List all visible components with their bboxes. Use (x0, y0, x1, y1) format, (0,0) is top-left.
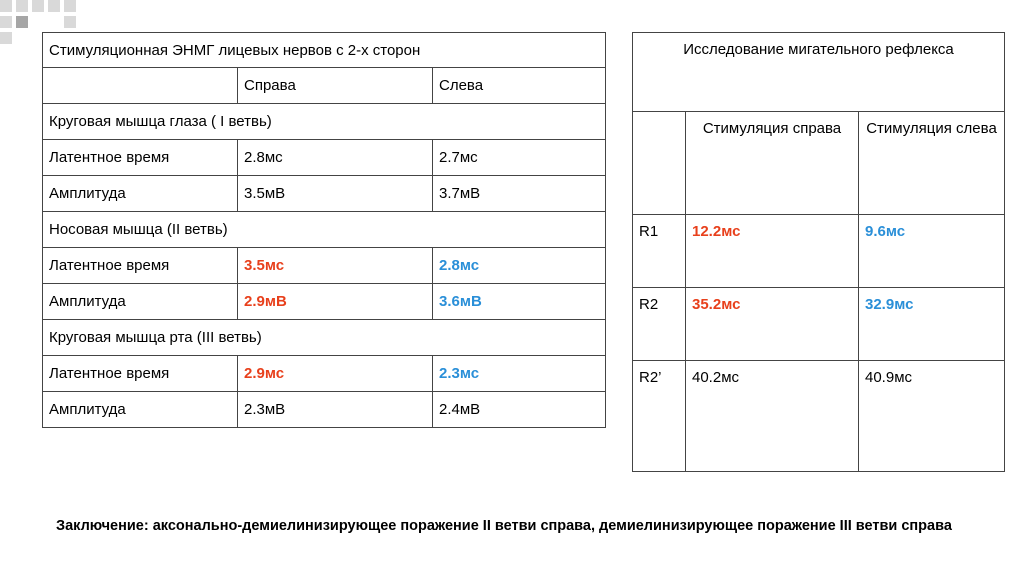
row-label-amplitude: Амплитуда (43, 284, 238, 320)
value-left: 9.6мс (859, 215, 1005, 288)
decor-square (0, 0, 12, 12)
value-right: 12.2мс (686, 215, 859, 288)
empty-cell (633, 112, 686, 215)
value-left: 2.8мс (433, 248, 606, 284)
decor-square (64, 16, 76, 28)
decor-square (0, 16, 12, 28)
value-left: 3.7мВ (433, 176, 606, 212)
col-header-right: Справа (238, 68, 433, 104)
value-right: 2.9мВ (238, 284, 433, 320)
value-left: 40.9мс (859, 361, 1005, 472)
row-label-latency: Латентное время (43, 140, 238, 176)
value-left: 2.3мс (433, 356, 606, 392)
decor-square (16, 16, 28, 28)
blink-reflex-table (632, 32, 1005, 472)
value-right: 3.5мВ (238, 176, 433, 212)
row-label: R2 (633, 288, 686, 361)
decor-square (64, 0, 76, 12)
value-left: 3.6мВ (433, 284, 606, 320)
decor-square (16, 0, 28, 12)
section-2: Носовая мышца (II ветвь) (43, 212, 606, 248)
decor-square (32, 0, 44, 12)
value-right: 40.2мс (686, 361, 859, 472)
enmg-table (42, 32, 606, 428)
value-right: 2.8мс (238, 140, 433, 176)
conclusion-text: Заключение: аксонально-демиелинизирующее поражение II ветви справа, демиелинизирующее поражение III ветви справа (56, 518, 952, 534)
decor-square (0, 32, 12, 44)
section-3: Круговая мышца рта (III ветвь) (43, 320, 606, 356)
col-header-left: Слева (433, 68, 606, 104)
value-right: 3.5мс (238, 248, 433, 284)
row-label: R1 (633, 215, 686, 288)
enmg-table-title: Стимуляционная ЭНМГ лицевых нервов с 2-х сторон (43, 33, 606, 68)
value-right: 2.3мВ (238, 392, 433, 428)
section-1: Круговая мышца глаза ( I ветвь) (43, 104, 606, 140)
value-right: 35.2мс (686, 288, 859, 361)
row-label: R2’ (633, 361, 686, 472)
blink-table-title: Исследование мигательного рефлекса (633, 33, 1005, 112)
empty-cell (43, 68, 238, 104)
value-right: 2.9мс (238, 356, 433, 392)
col-header-left: Стимуляция слева (859, 112, 1005, 215)
row-label-amplitude: Амплитуда (43, 392, 238, 428)
decor-square (48, 0, 60, 12)
value-left: 2.4мВ (433, 392, 606, 428)
row-label-latency: Латентное время (43, 248, 238, 284)
value-left: 32.9мс (859, 288, 1005, 361)
row-label-latency: Латентное время (43, 356, 238, 392)
value-left: 2.7мс (433, 140, 606, 176)
row-label-amplitude: Амплитуда (43, 176, 238, 212)
col-header-right: Стимуляция справа (686, 112, 859, 215)
